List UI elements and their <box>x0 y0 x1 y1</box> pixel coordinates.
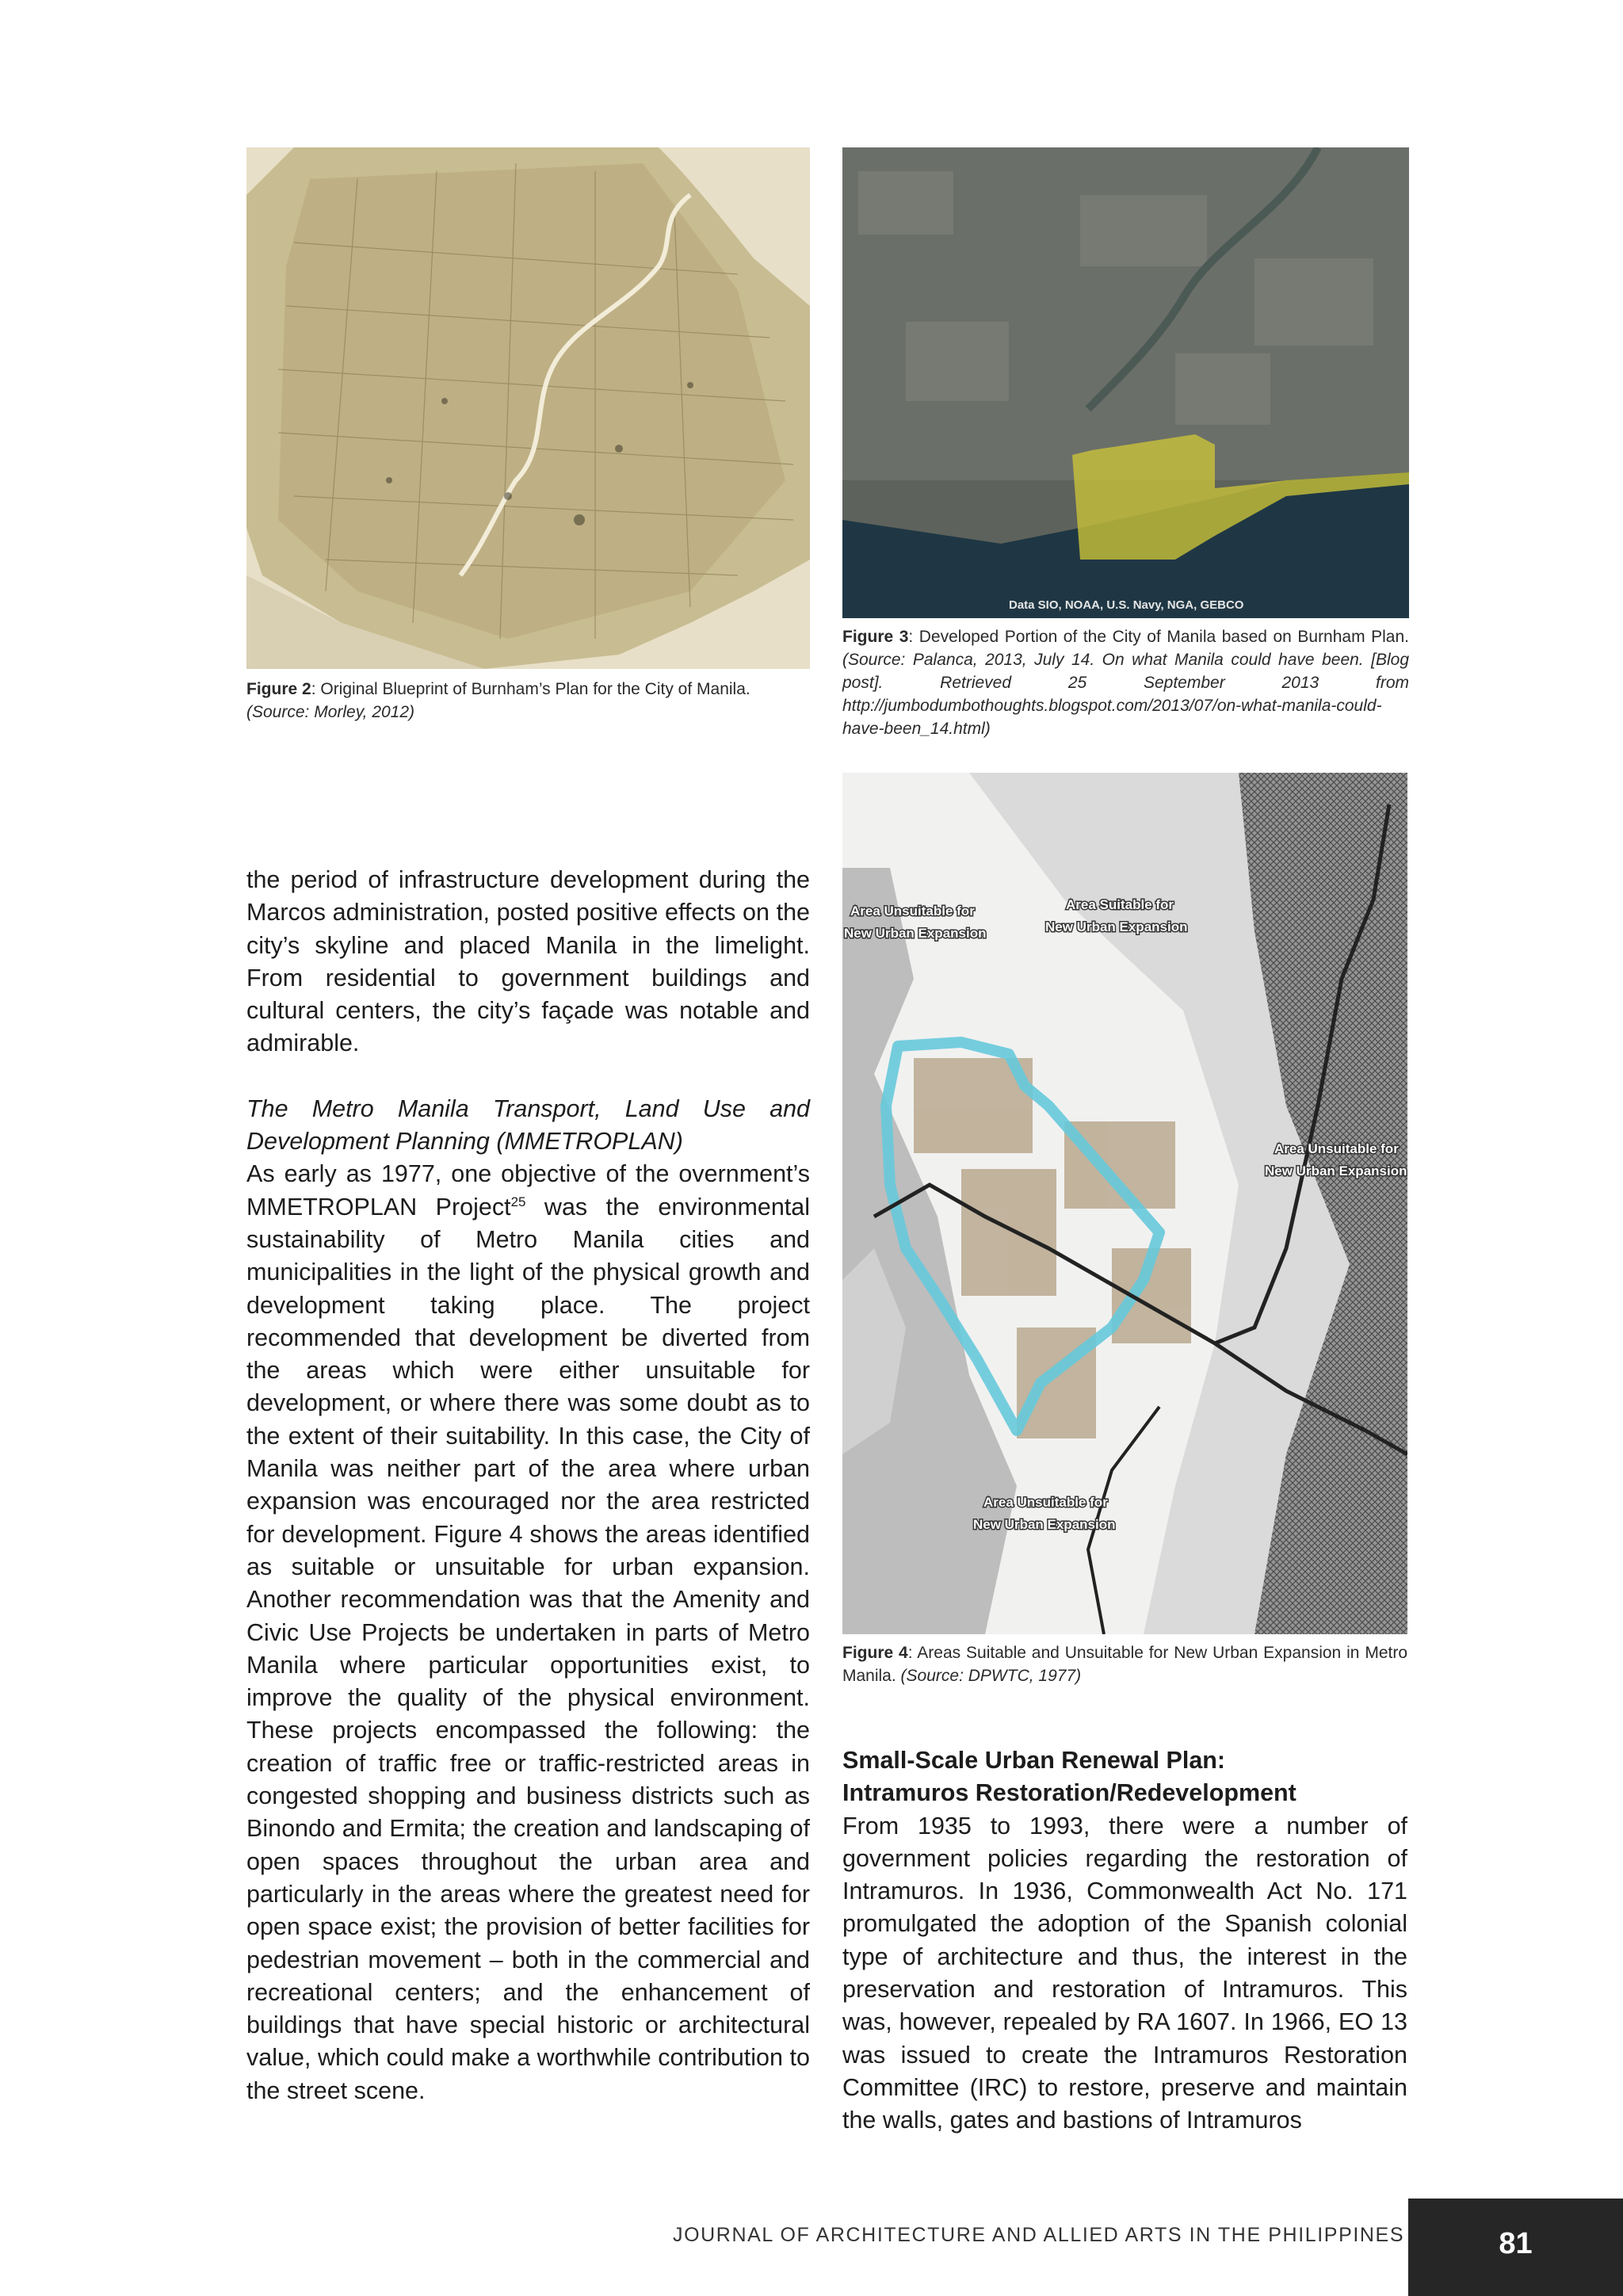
figure-3-text: : Developed Portion of the City of Manila based on Burnham Plan. <box>908 628 1409 646</box>
figure-4-source: (Source: DPWTC, 1977) <box>900 1667 1082 1685</box>
figure-2-caption <box>246 678 810 724</box>
figure-3-label: Figure 3 <box>842 628 909 646</box>
page-number: 81 <box>1499 2227 1533 2260</box>
figure-4-label-unsuitable-1-line2: New Urban Expansion <box>844 926 987 941</box>
figure-4-label-unsuitable-2-line1: Area Unsuitable for <box>1274 1141 1399 1156</box>
left-paragraph-1: the period of infrastructure development during the Marcos administration, posted positive effects on the city’s skyline and placed Manila in the limelight. From residential to government buildings and cultural centers, the city’s façade was notable and admirable. <box>246 866 810 1057</box>
right-paragraph: From 1935 to 1993, there were a number of government policies regarding the restoration of Intramuros. In 1936, Commonwealth Act No. 171 promulgated the adoption of the Spanish colonial type of architecture and thus, the interest in the preservation and restoration of Intramuros. This was, however, repealed by RA 1607. In 1966, EO 13 was issued to create the Intramuros Restoration Committee (IRC) to restore, preserve and maintain the walls, gates and bastions of Intramuros <box>842 1812 1407 2134</box>
left-paragraph-2-rest: was the environmental sustainability of Metro Manila cities and municipalities in the light of the physical growth and development taking place. The project recommended that development be diverted from the areas which were either unsuitable for development, or where there was some doubt as to the extent of their suitability. In this case, the City of Manila was neither part of the area where urban expansion was encouraged nor the area restricted for development. Figure 4 shows the areas identified as suitable or unsuitable for urban expansion. Another recommendation was that the Amenity and Civic Use Projects be undertaken in parts of Metro Manila where particular opportunities exist, to improve the quality of the physical environment. These projects encompassed the following: the creation of traffic free or traffic-restricted areas in congested shopping and business districts such as Binondo and Ermita; the creation and landscaping of open spaces throughout the urban area and particularly in the areas where the greatest need for open space exist; the provision of better facilities for pedestrian movement – both in the commercial and recreational centers; and the enhancement of buildings that have special historic or architectural value, which could make a worthwhile contribution to the street scene. <box>246 1193 810 2104</box>
figure-4-label-unsuitable-3-line2: New Urban Expansion <box>973 1517 1116 1532</box>
page-number-box <box>1408 2199 1623 2296</box>
figure-3-source: (Source: Palanca, 2013, July 14. On what Manila could have been. [Blog post]. Retrieved 25 September 2013 from http://jumbodumbothoughts.blogspot.com/2013/07/on-what-manila-could-have-been_14.html) <box>842 651 1409 738</box>
figure-2-text: : Original Blueprint of Burnham’s Plan for the City of Manila. <box>311 680 750 698</box>
section-subheading-mmetroplan: The Metro Manila Transport, Land Use and Development Planning (MMETROPLAN) <box>246 1095 810 1156</box>
figure-3-map-credit: Data SIO, NOAA, U.S. Navy, NGA, GEBCO <box>1009 598 1244 612</box>
right-column <box>842 1744 1407 2137</box>
figure-4-label-unsuitable-2-line2: New Urban Expansion <box>1265 1163 1407 1179</box>
journal-name: JOURNAL OF ARCHITECTURE AND ALLIED ARTS IN THE PHILIPPINES <box>673 2224 1405 2246</box>
figure-4-label-unsuitable-1-line1: Area Unsuitable for <box>850 904 975 919</box>
figure-4-label-suitable-line2: New Urban Expansion <box>1045 919 1188 934</box>
figure-3-image <box>842 147 1409 618</box>
figure-2-source: (Source: Morley, 2012) <box>246 703 415 721</box>
section-title-line-2: Intramuros Restoration/Redevelopment <box>842 1779 1296 1807</box>
figure-2-image <box>246 147 810 669</box>
figure-4-label: Figure 4 <box>842 1644 908 1662</box>
figure-3-caption <box>842 625 1409 740</box>
figure-4-label-suitable-line1: Area Suitable for <box>1066 897 1174 912</box>
left-paragraph-2-start: As early as 1977, one objective of the overnment’s MMETROPLAN Project <box>246 1160 810 1221</box>
left-paragraph-2 <box>246 1158 810 2107</box>
left-column <box>246 864 810 2107</box>
figure-4-caption <box>842 1641 1407 1687</box>
figure-4-label-unsuitable-3-line1: Area Unsuitable for <box>983 1495 1108 1510</box>
figure-2-label: Figure 2 <box>246 680 311 698</box>
section-title-line-1: Small-Scale Urban Renewal Plan: <box>842 1747 1226 1774</box>
figure-4-text: : Areas Suitable and Unsuitable for New Urban Expansion in Metro Manila. <box>842 1644 1407 1685</box>
figure-4-image <box>842 773 1407 1634</box>
footnote-ref-25: 25 <box>510 1194 526 1209</box>
